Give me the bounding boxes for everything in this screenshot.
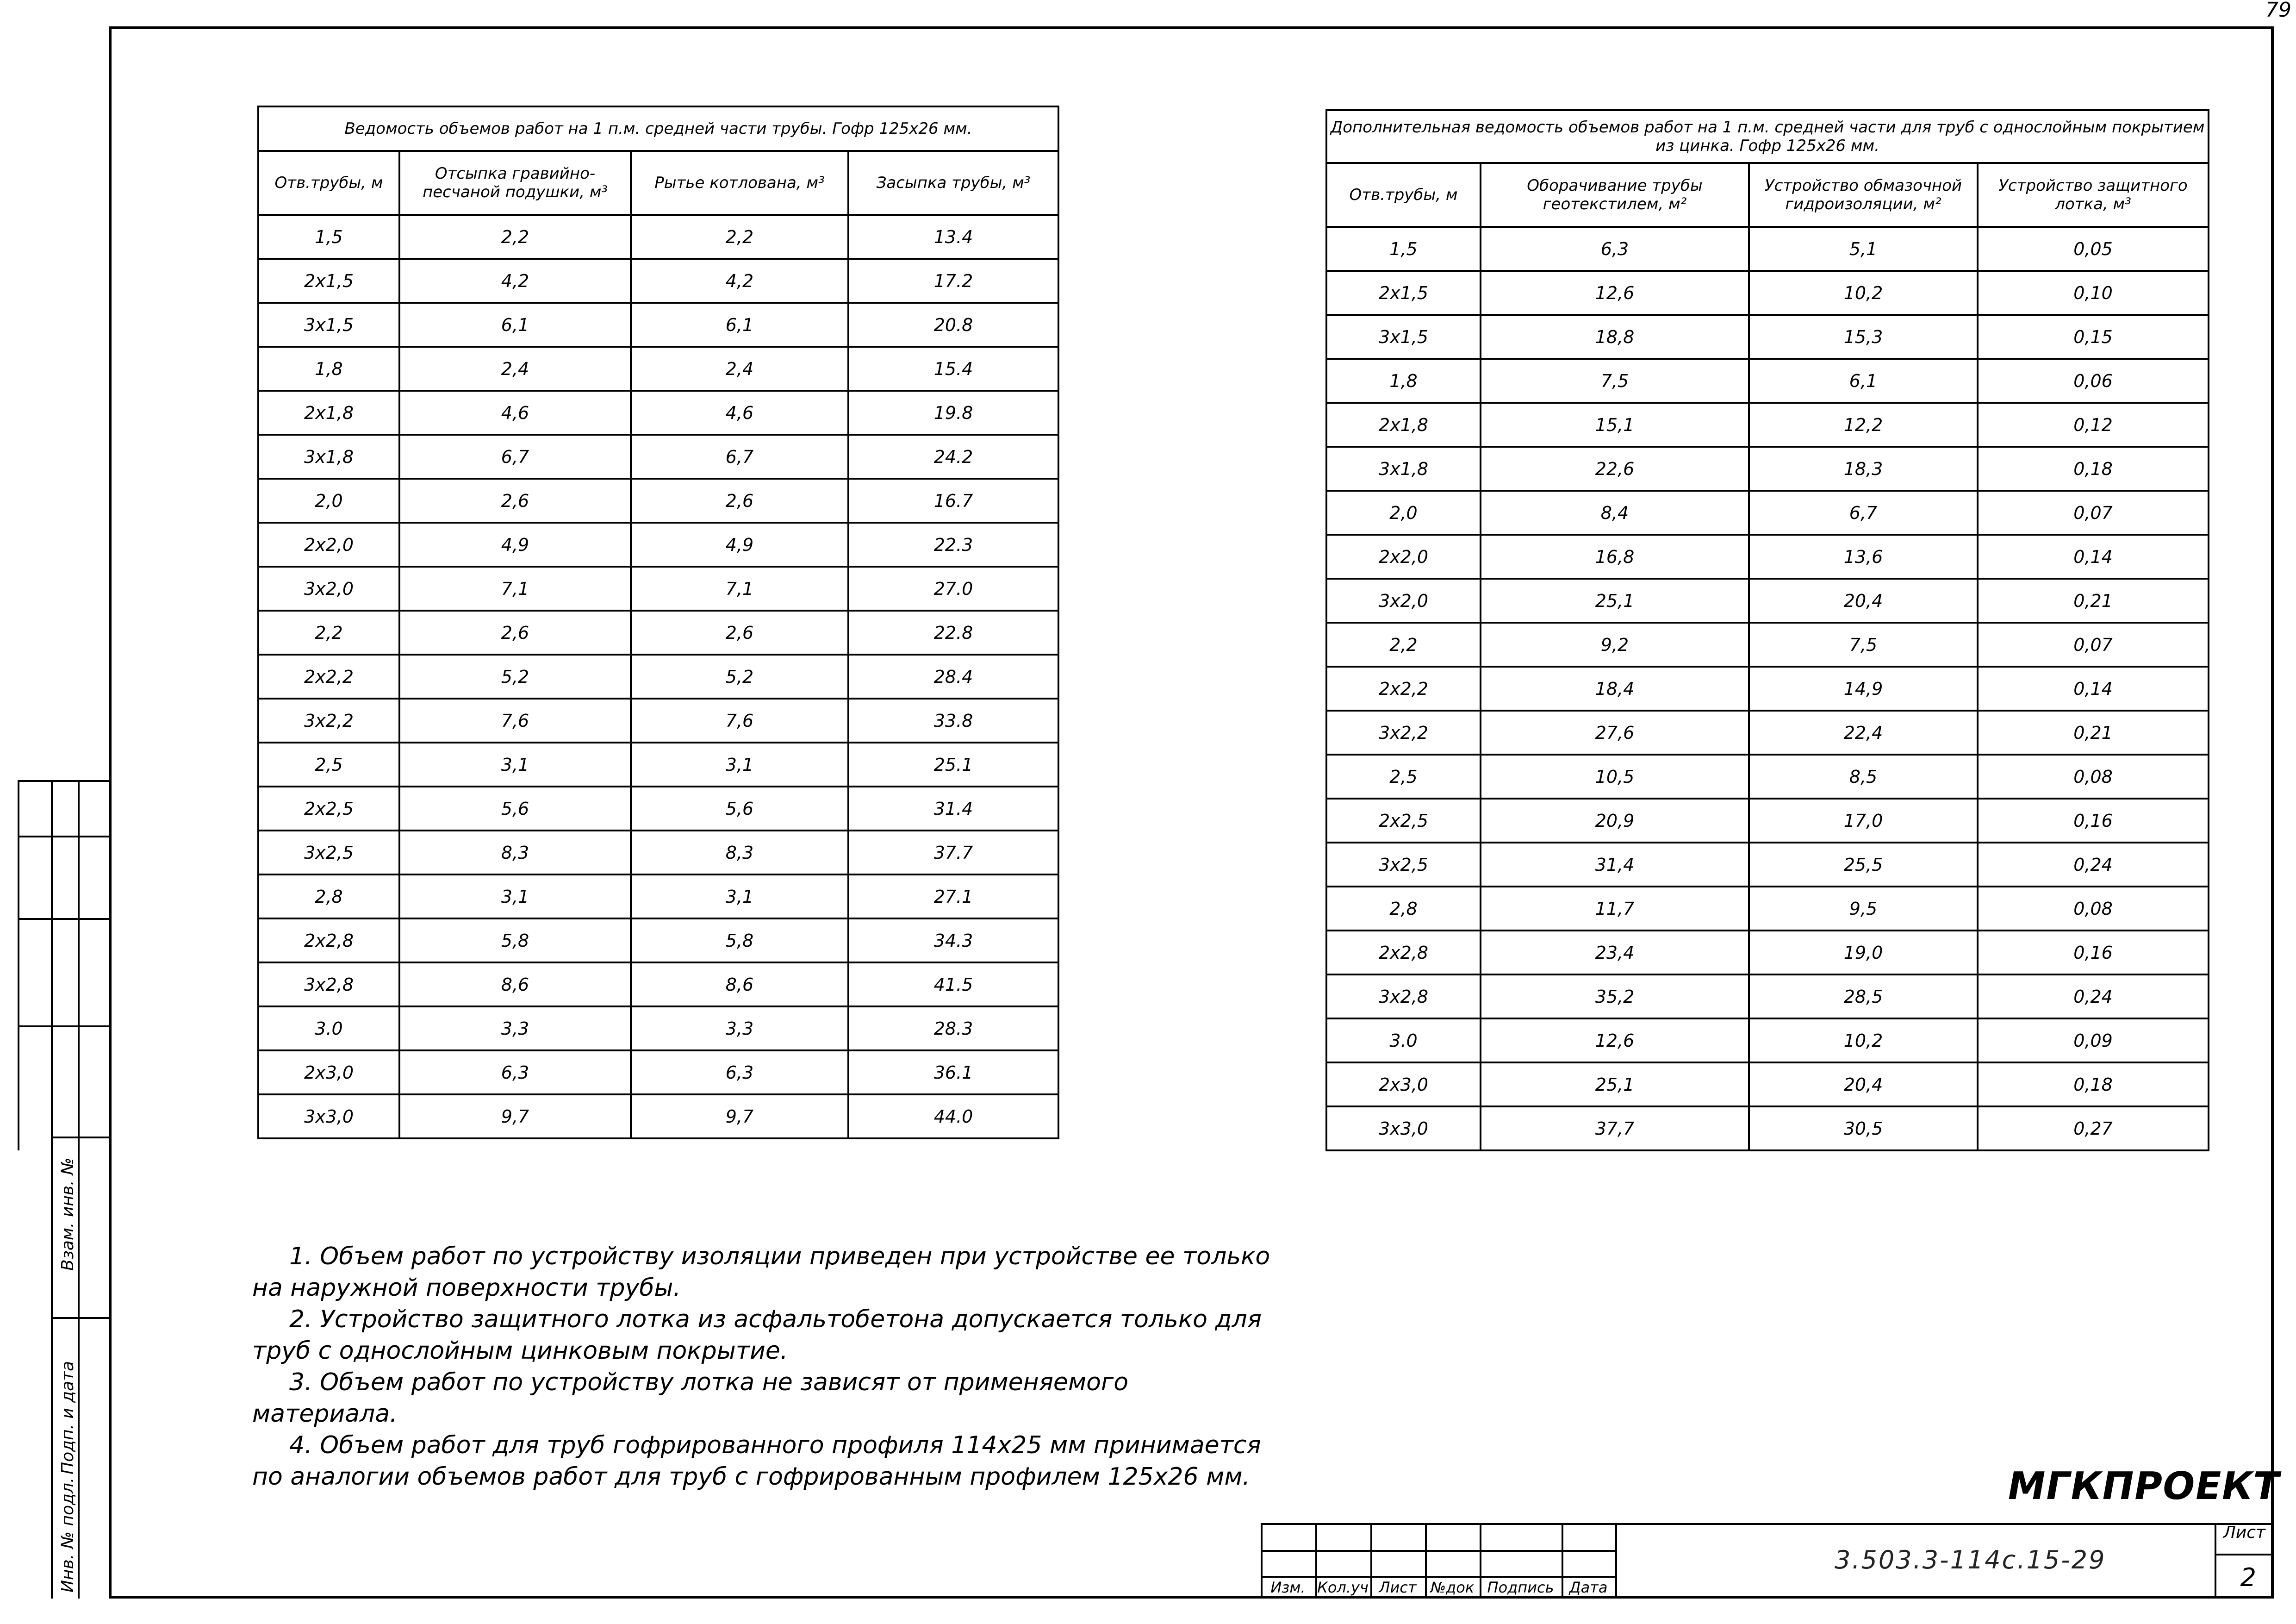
- table-cell: 0,15: [1978, 315, 2209, 359]
- table-cell: 2,4: [631, 347, 848, 391]
- table-cell: 2,2: [631, 215, 848, 259]
- table-row: [1326, 359, 2209, 403]
- table-row: [1326, 887, 2209, 931]
- table-cell: 2,4: [399, 347, 631, 391]
- table-cell: 19,0: [1749, 931, 1978, 974]
- table-row: [1326, 227, 2209, 271]
- table-cell: 7,1: [399, 567, 631, 611]
- table-cell: 0,24: [1978, 843, 2209, 887]
- table-cell: 6,3: [1481, 227, 1749, 271]
- table-cell: 2,6: [631, 479, 848, 523]
- divider: [18, 1025, 109, 1027]
- table-cell: 20,9: [1481, 799, 1749, 843]
- table-cell: 3х1,8: [258, 435, 399, 479]
- table-row: [258, 523, 1058, 567]
- column-label: Кол.уч: [1317, 1579, 1369, 1596]
- table-cell: 16.7: [848, 479, 1058, 523]
- table-row: [258, 347, 1058, 391]
- table-cell: 5,2: [631, 655, 848, 699]
- table-cell: 2,6: [631, 611, 848, 655]
- table-cell: 2х2,2: [258, 655, 399, 699]
- table-cell: 27,6: [1481, 711, 1749, 755]
- note-item: 2. Устройство защитного лотка из асфальтобетона допускается только для труб с однослойным цинковым покрытие.: [252, 1305, 1262, 1365]
- table-cell: 33.8: [848, 699, 1058, 743]
- table-row: [1326, 271, 2209, 315]
- table-row: [1326, 974, 2209, 1018]
- table-cell: 2,6: [399, 611, 631, 655]
- table-row: [1326, 315, 2209, 359]
- note-item: 4. Объем работ для труб гофрированного профиля 114х25 мм принимается по аналогии объемов работ для труб с гофрированным профилем 125х26 мм.: [252, 1431, 1261, 1491]
- table-cell: 3,1: [399, 743, 631, 787]
- table-cell: 8,4: [1481, 491, 1749, 535]
- table-row: [258, 1094, 1058, 1138]
- table-cell: 4,9: [399, 523, 631, 567]
- table-cell: 3х2,2: [1326, 711, 1481, 755]
- table-row: [258, 1006, 1058, 1050]
- table-row: [1326, 931, 2209, 974]
- table-cell: 27.0: [848, 567, 1058, 611]
- table-row: [258, 259, 1058, 303]
- table-cell: 0,14: [1978, 667, 2209, 711]
- table-cell: 13.4: [848, 215, 1058, 259]
- table-cell: 3,3: [631, 1006, 848, 1050]
- table-cell: 10,2: [1749, 271, 1978, 315]
- table-cell: 44.0: [848, 1094, 1058, 1138]
- table-cell: 6,7: [399, 435, 631, 479]
- table-cell: 14,9: [1749, 667, 1978, 711]
- table-cell: 41.5: [848, 962, 1058, 1006]
- column-header: Устройство обмазочной гидроизоляции, м²: [1749, 163, 1978, 227]
- table-cell: 17.2: [848, 259, 1058, 303]
- table-row: [258, 435, 1058, 479]
- table-cell: 1,8: [1326, 359, 1481, 403]
- divider: [18, 836, 109, 837]
- table-cell: 22.3: [848, 523, 1058, 567]
- table-cell: 3,3: [399, 1006, 631, 1050]
- divider: [78, 780, 80, 1599]
- divider: [1261, 1550, 1617, 1552]
- table-cell: 2х1,5: [1326, 271, 1481, 315]
- table-cell: 3,1: [631, 874, 848, 918]
- table-caption: Ведомость объемов работ на 1 п.м. средней части трубы. Гофр 125х26 мм.: [258, 106, 1058, 151]
- divider: [1261, 1523, 2274, 1525]
- column-label: №док: [1430, 1579, 1475, 1596]
- column-header: Устройство защитного лотка, м³: [1978, 163, 2209, 227]
- table-cell: 6,7: [631, 435, 848, 479]
- table-cell: 35,2: [1481, 974, 1749, 1018]
- table-cell: 20.8: [848, 303, 1058, 347]
- table-cell: 3х2,5: [258, 831, 399, 874]
- company-logo: МГКПРОЕКТ: [2004, 1464, 2284, 1508]
- table-cell: 3.0: [1326, 1018, 1481, 1062]
- table-cell: 5,2: [399, 655, 631, 699]
- table-cell: 12,6: [1481, 271, 1749, 315]
- table-cell: 4,2: [399, 259, 631, 303]
- table-cell: 2,2: [258, 611, 399, 655]
- table-cell: 2х3,0: [1326, 1062, 1481, 1106]
- table-cell: 3,1: [399, 874, 631, 918]
- table-cell: 2х1,8: [1326, 403, 1481, 447]
- table-cell: 36.1: [848, 1050, 1058, 1094]
- table-cell: 3х2,8: [258, 962, 399, 1006]
- stamp-label: Инв. № подл.: [58, 1477, 77, 1593]
- divider: [1615, 1523, 1617, 1599]
- table-row: [258, 1050, 1058, 1094]
- table-cell: 7,6: [631, 699, 848, 743]
- table-row: [1326, 623, 2209, 667]
- table-cell: 0,08: [1978, 755, 2209, 799]
- column-label: Изм.: [1270, 1579, 1306, 1596]
- table-cell: 4,2: [631, 259, 848, 303]
- table-cell: 13,6: [1749, 535, 1978, 579]
- table-cell: 2х2,5: [258, 787, 399, 831]
- table-row: [258, 479, 1058, 523]
- table-cell: 7,6: [399, 699, 631, 743]
- table-cell: 5,6: [631, 787, 848, 831]
- table-cell: 20,4: [1749, 1062, 1978, 1106]
- table-cell: 6,3: [399, 1050, 631, 1094]
- table-row: [1326, 579, 2209, 623]
- table-cell: 0,07: [1978, 491, 2209, 535]
- table-cell: 3х1,5: [1326, 315, 1481, 359]
- table-cell: 0,09: [1978, 1018, 2209, 1062]
- table-cell: 0,18: [1978, 447, 2209, 491]
- table-cell: 2,5: [1326, 755, 1481, 799]
- divider: [18, 918, 109, 920]
- table-cell: 31.4: [848, 787, 1058, 831]
- divider: [51, 1137, 109, 1138]
- table-cell: 2,6: [399, 479, 631, 523]
- table-cell: 3х2,0: [1326, 579, 1481, 623]
- table-cell: 7,5: [1749, 623, 1978, 667]
- table-cell: 6,1: [399, 303, 631, 347]
- table-cell: 18,8: [1481, 315, 1749, 359]
- table-cell: 2,8: [1326, 887, 1481, 931]
- table-row: [258, 699, 1058, 743]
- table-cell: 1,5: [258, 215, 399, 259]
- table-cell: 16,8: [1481, 535, 1749, 579]
- table-cell: 0,10: [1978, 271, 2209, 315]
- table-cell: 28,5: [1749, 974, 1978, 1018]
- table-row: [258, 787, 1058, 831]
- notes: [252, 1241, 1270, 1493]
- table-cell: 17,0: [1749, 799, 1978, 843]
- table-row: [1326, 1106, 2209, 1150]
- table-cell: 7,5: [1481, 359, 1749, 403]
- additional-work-volume-table: [1325, 109, 2209, 1151]
- table-cell: 25,5: [1749, 843, 1978, 887]
- table-row: [1326, 403, 2209, 447]
- table-cell: 2,2: [1326, 623, 1481, 667]
- page-number: 79: [2265, 0, 2291, 22]
- table-row: [1326, 447, 2209, 491]
- table-cell: 0,21: [1978, 579, 2209, 623]
- table-row: [1326, 491, 2209, 535]
- table-cell: 0,27: [1978, 1106, 2209, 1150]
- stamp-label: Взам. инв. №: [58, 1157, 77, 1271]
- table-cell: 2,5: [258, 743, 399, 787]
- table-cell: 3.0: [258, 1006, 399, 1050]
- table-row: [258, 303, 1058, 347]
- note-item: 3. Объем работ по устройству лотка не зависят от применяемого материала.: [252, 1368, 1129, 1428]
- table-cell: 34.3: [848, 918, 1058, 962]
- table-cell: 24.2: [848, 435, 1058, 479]
- table-cell: 2,0: [258, 479, 399, 523]
- table-cell: 2х2,5: [1326, 799, 1481, 843]
- table-cell: 18,4: [1481, 667, 1749, 711]
- table-cell: 2х2,0: [1326, 535, 1481, 579]
- table-row: [1326, 799, 2209, 843]
- table-cell: 1,5: [1326, 227, 1481, 271]
- table-cell: 22,4: [1749, 711, 1978, 755]
- table-cell: 25.1: [848, 743, 1058, 787]
- table-row: [258, 391, 1058, 435]
- table-cell: 23,4: [1481, 931, 1749, 974]
- column-header: Отсыпка гравийно-песчаной подушки, м³: [399, 151, 631, 215]
- column-label: Дата: [1569, 1579, 1608, 1596]
- table-cell: 2х3,0: [258, 1050, 399, 1094]
- table-cell: 5,1: [1749, 227, 1978, 271]
- note-item: 1. Объем работ по устройству изоляции приведен при устройстве ее только на наружной поверхности трубы.: [252, 1243, 1270, 1302]
- table-cell: 25,1: [1481, 579, 1749, 623]
- table-row: [1326, 843, 2209, 887]
- table-cell: 11,7: [1481, 887, 1749, 931]
- table-row: [1326, 711, 2209, 755]
- table-cell: 2,8: [258, 874, 399, 918]
- divider: [2215, 1554, 2274, 1555]
- table-row: [258, 743, 1058, 787]
- table-cell: 6,7: [1749, 491, 1978, 535]
- table-cell: 3х3,0: [1326, 1106, 1481, 1150]
- table-cell: 15,1: [1481, 403, 1749, 447]
- table-cell: 9,7: [399, 1094, 631, 1138]
- table-cell: 22,6: [1481, 447, 1749, 491]
- table-cell: 12,6: [1481, 1018, 1749, 1062]
- table-cell: 18,3: [1749, 447, 1978, 491]
- table-cell: 12,2: [1749, 403, 1978, 447]
- table-cell: 6,1: [631, 303, 848, 347]
- table-cell: 9,2: [1481, 623, 1749, 667]
- table-cell: 10,5: [1481, 755, 1749, 799]
- stamp-label: Подп. и дата: [58, 1361, 77, 1474]
- table-cell: 8,3: [631, 831, 848, 874]
- table-cell: 3х2,0: [258, 567, 399, 611]
- table-cell: 10,2: [1749, 1018, 1978, 1062]
- table-cell: 0,16: [1978, 931, 2209, 974]
- table-row: [258, 215, 1058, 259]
- table-row: [258, 962, 1058, 1006]
- table-cell: 28.4: [848, 655, 1058, 699]
- table-row: [1326, 755, 2209, 799]
- column-header: Рытье котлована, м³: [631, 151, 848, 215]
- divider: [51, 780, 53, 1599]
- table-cell: 0,24: [1978, 974, 2209, 1018]
- table-row: [1326, 535, 2209, 579]
- table-row: [258, 831, 1058, 874]
- table-cell: 0,21: [1978, 711, 2209, 755]
- table-cell: 31,4: [1481, 843, 1749, 887]
- table-cell: 2,2: [399, 215, 631, 259]
- table-cell: 2х2,8: [258, 918, 399, 962]
- table-cell: 9,5: [1749, 887, 1978, 931]
- table-row: [258, 918, 1058, 962]
- table-cell: 5,6: [399, 787, 631, 831]
- column-header: Засыпка трубы, м³: [848, 151, 1058, 215]
- column-label: Лист: [1379, 1579, 1417, 1596]
- column-header: Отв.трубы, м: [1326, 163, 1481, 227]
- table-row: [258, 611, 1058, 655]
- table-cell: 3х1,8: [1326, 447, 1481, 491]
- table-cell: 37.7: [848, 831, 1058, 874]
- table-row: [1326, 1062, 2209, 1106]
- table-cell: 2х2,8: [1326, 931, 1481, 974]
- table-cell: 0,06: [1978, 359, 2209, 403]
- table-cell: 8,6: [399, 962, 631, 1006]
- table-cell: 8,5: [1749, 755, 1978, 799]
- table-cell: 20,4: [1749, 579, 1978, 623]
- table-cell: 0,12: [1978, 403, 2209, 447]
- table-cell: 2х2,2: [1326, 667, 1481, 711]
- table-cell: 28.3: [848, 1006, 1058, 1050]
- table-cell: 3х2,8: [1326, 974, 1481, 1018]
- divider: [18, 780, 19, 1150]
- table-cell: 9,7: [631, 1094, 848, 1138]
- table-cell: 0,05: [1978, 227, 2209, 271]
- table-row: [258, 874, 1058, 918]
- table-cell: 37,7: [1481, 1106, 1749, 1150]
- table-caption: Дополнительная ведомость объемов работ на 1 п.м. средней части для труб с однослойным покрытием из цинка. Гофр 125х26 мм.: [1326, 110, 2209, 163]
- table-cell: 3х1,5: [258, 303, 399, 347]
- table-cell: 5,8: [631, 918, 848, 962]
- table-cell: 0,07: [1978, 623, 2209, 667]
- sheet-label: Лист: [2223, 1523, 2265, 1542]
- divider: [2215, 1523, 2216, 1599]
- table-cell: 1,8: [258, 347, 399, 391]
- table-cell: 3х3,0: [258, 1094, 399, 1138]
- column-label: Подпись: [1487, 1579, 1554, 1596]
- table-cell: 25,1: [1481, 1062, 1749, 1106]
- table-cell: 4,9: [631, 523, 848, 567]
- table-cell: 4,6: [399, 391, 631, 435]
- side-stamp: [18, 780, 109, 1599]
- divider: [1261, 1576, 1617, 1578]
- table-cell: 30,5: [1749, 1106, 1978, 1150]
- table-cell: 2х2,0: [258, 523, 399, 567]
- divider: [18, 780, 109, 782]
- table-row: [258, 567, 1058, 611]
- table-row: [1326, 667, 2209, 711]
- work-volume-table: [257, 106, 1059, 1139]
- table-cell: 15.4: [848, 347, 1058, 391]
- sheet-number: 2: [2240, 1563, 2256, 1592]
- divider: [51, 1317, 109, 1319]
- table-cell: 22.8: [848, 611, 1058, 655]
- table-cell: 8,3: [399, 831, 631, 874]
- column-header: Отв.трубы, м: [258, 151, 399, 215]
- table-row: [1326, 1018, 2209, 1062]
- table-cell: 6,1: [1749, 359, 1978, 403]
- document-code: 3.503.3-114с.15-29: [1835, 1545, 2106, 1574]
- table-cell: 5,8: [399, 918, 631, 962]
- table-cell: 2х1,8: [258, 391, 399, 435]
- table-cell: 4,6: [631, 391, 848, 435]
- table-cell: 0,14: [1978, 535, 2209, 579]
- title-block: [1261, 1523, 2274, 1599]
- column-header: Оборачивание трубы геотекстилем, м²: [1481, 163, 1749, 227]
- table-cell: 3,1: [631, 743, 848, 787]
- table-cell: 3х2,2: [258, 699, 399, 743]
- table-cell: 15,3: [1749, 315, 1978, 359]
- table-cell: 2,0: [1326, 491, 1481, 535]
- table-cell: 8,6: [631, 962, 848, 1006]
- table-cell: 6,3: [631, 1050, 848, 1094]
- table-cell: 7,1: [631, 567, 848, 611]
- table-cell: 0,16: [1978, 799, 2209, 843]
- table-cell: 2х1,5: [258, 259, 399, 303]
- table-cell: 0,08: [1978, 887, 2209, 931]
- table-cell: 0,18: [1978, 1062, 2209, 1106]
- table-cell: 19.8: [848, 391, 1058, 435]
- table-cell: 27.1: [848, 874, 1058, 918]
- table-cell: 3х2,5: [1326, 843, 1481, 887]
- table-row: [258, 655, 1058, 699]
